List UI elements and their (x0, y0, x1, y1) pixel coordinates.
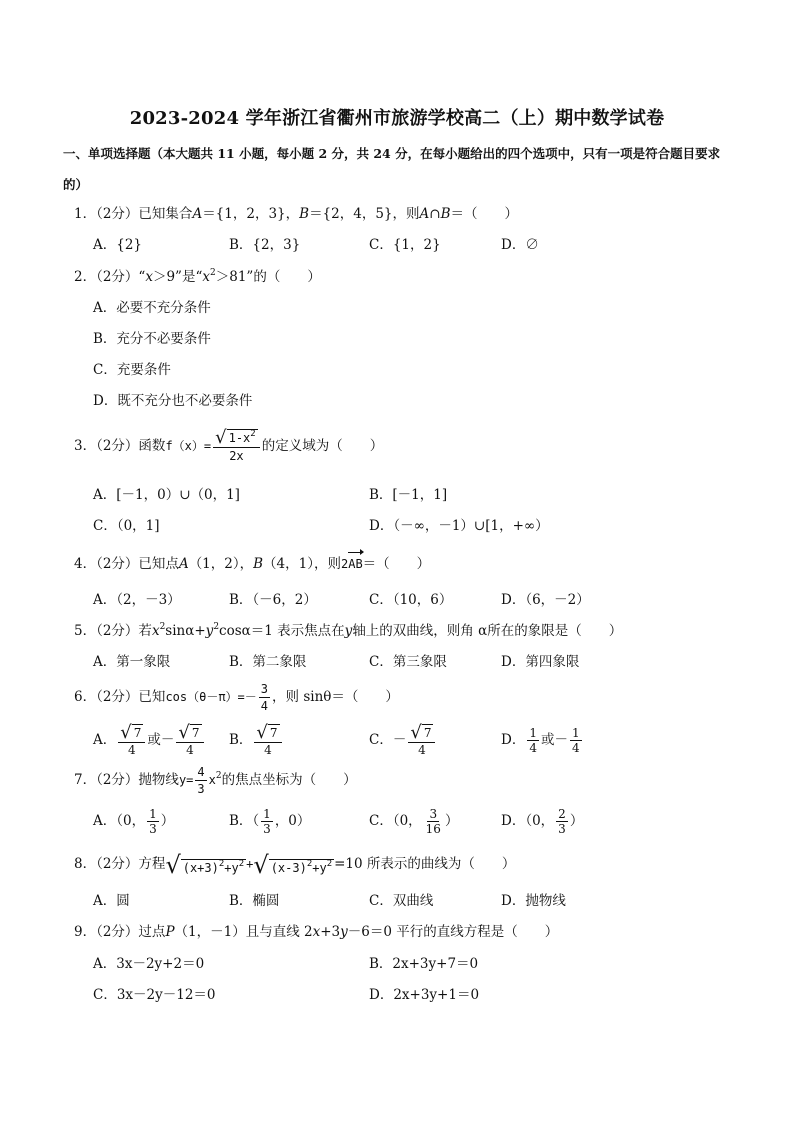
q5-option-d[interactable]: D．第四象限 (501, 654, 580, 670)
question-7: 7．（2分）抛物线y= $\frac{4}{3}$ $x^2$的焦点坐标为（ ） (74, 765, 357, 796)
q1-option-d[interactable]: D．∅ (501, 237, 539, 253)
question-6: 6．（2分）已知cos（θ－π）=－ $\frac{3}{4}$ ，则 sinθ＝（ ） (74, 682, 399, 713)
q6-option-d[interactable]: D． $\frac{1}{4}$ 或－ $\frac{1}{4}$ (501, 726, 580, 755)
q5-option-a[interactable]: A．第一象限 (93, 654, 171, 670)
q7-fraction: $\frac{4}{3}$ (197, 765, 205, 796)
question-3: 3．（2分）函数f（x）= √ $1-x^2$ 2x 的定义域为（ ） (74, 427, 384, 463)
q1-option-b[interactable]: B．{2，3} (229, 237, 301, 253)
question-9: 9．（2分）过点P（1，－1）且与直线 2x+3y－6＝0 平行的直线方程是（ ） (74, 924, 559, 940)
q8-option-c[interactable]: C．双曲线 (369, 893, 434, 909)
q6-option-c[interactable]: C．－ √ 7 4 (369, 720, 437, 760)
q8-radical-1: √ $(x+3)^2+y^2$ (165, 850, 245, 879)
q6-option-a[interactable]: A． √ 7 4 或－ √ 7 4 (93, 720, 206, 760)
section-heading: 一、单项选择题（本大题共 11 小题，每小题 2 分，共 24 分，在每小题给出的四个选项中，只有一项是符合题目要求的） (63, 146, 721, 192)
q9-option-d[interactable]: D．2x+3y+1＝0 (369, 987, 480, 1003)
q4-option-b[interactable]: B．（－6，2） (229, 592, 317, 608)
q8-option-d[interactable]: D．抛物线 (501, 893, 566, 909)
q2-option-a[interactable]: A．必要不充分条件 (93, 300, 211, 316)
q6-fraction: $\frac{3}{4}$ (260, 682, 269, 713)
q7-option-a[interactable]: A．（0， $\frac{1}{3}$ ） (93, 807, 175, 836)
question-1: 1．（2分）已知集合A＝{1，2，3}，B＝{2，4，5}，则A∩B＝（ ） (74, 206, 518, 222)
q3-option-a[interactable]: A．[－1，0）∪（0，1] (93, 487, 240, 503)
vector-ab: AB (348, 554, 362, 574)
q7-option-b[interactable]: B．（ $\frac{1}{3}$ ，0） (229, 807, 311, 836)
q9-option-a[interactable]: A．3x－2y+2＝0 (93, 956, 205, 972)
q9-option-b[interactable]: B．2x+3y+7＝0 (369, 956, 479, 972)
q2-option-c[interactable]: C．充要条件 (93, 362, 171, 378)
q1-option-c[interactable]: C．{1，2} (369, 237, 441, 253)
q1-option-a[interactable]: A．{2} (93, 237, 143, 253)
q5-option-c[interactable]: C．第三象限 (369, 654, 447, 670)
page-title: 2023-2024 学年浙江省衢州市旅游学校高二（上）期中数学试卷 (129, 108, 665, 129)
q8-radical-2: √ $(x-3)^2+y^2$ (253, 850, 333, 879)
question-8: 8．（2分）方程 √ $(x+3)^2+y^2$ + √ $(x-3)^2+y^2$ =10 所表示的曲线为（ ） (74, 850, 516, 879)
q2-option-d[interactable]: D．既不充分也不必要条件 (93, 393, 253, 409)
q7-option-d[interactable]: D．（0， $\frac{2}{3}$ ） (501, 807, 584, 836)
q3-fraction: √ $1-x^2$ 2x (213, 429, 260, 464)
q3-option-c[interactable]: C．（0，1] (93, 518, 160, 534)
question-2: 2．（2分）“x＞9”是“$x^2>81$”的（ ） (74, 268, 321, 285)
question-4: 4．（2分）已知点A（1，2），B（4，1），则2AB＝（ ） (74, 556, 431, 572)
q3-option-d[interactable]: D．（－∞，－1）∪[1，+∞） (369, 518, 549, 534)
q5-option-b[interactable]: B．第二象限 (229, 654, 307, 670)
question-5: 5．（2分）若$x^2\sin\alpha+y^2\cos\alpha=1$ 表示焦点在y轴上的双曲线，则角 α所在的象限是（ ） (74, 622, 623, 639)
q4-option-c[interactable]: C．（10，6） (369, 592, 453, 608)
q9-option-c[interactable]: C．3x－2y－12＝0 (93, 987, 216, 1003)
q4-option-a[interactable]: A．（2，－3） (93, 592, 181, 608)
q8-option-b[interactable]: B．椭圆 (229, 893, 280, 909)
q4-option-d[interactable]: D．（6，－2） (501, 592, 590, 608)
q3-option-b[interactable]: B．[－1，1] (369, 487, 448, 503)
q6-option-b[interactable]: B． √ 7 4 (229, 720, 284, 760)
q2-option-b[interactable]: B．充分不必要条件 (93, 331, 211, 347)
q7-option-c[interactable]: C．（0， $\frac{3}{16}$ ） (369, 807, 459, 836)
q8-option-a[interactable]: A．圆 (93, 893, 130, 909)
